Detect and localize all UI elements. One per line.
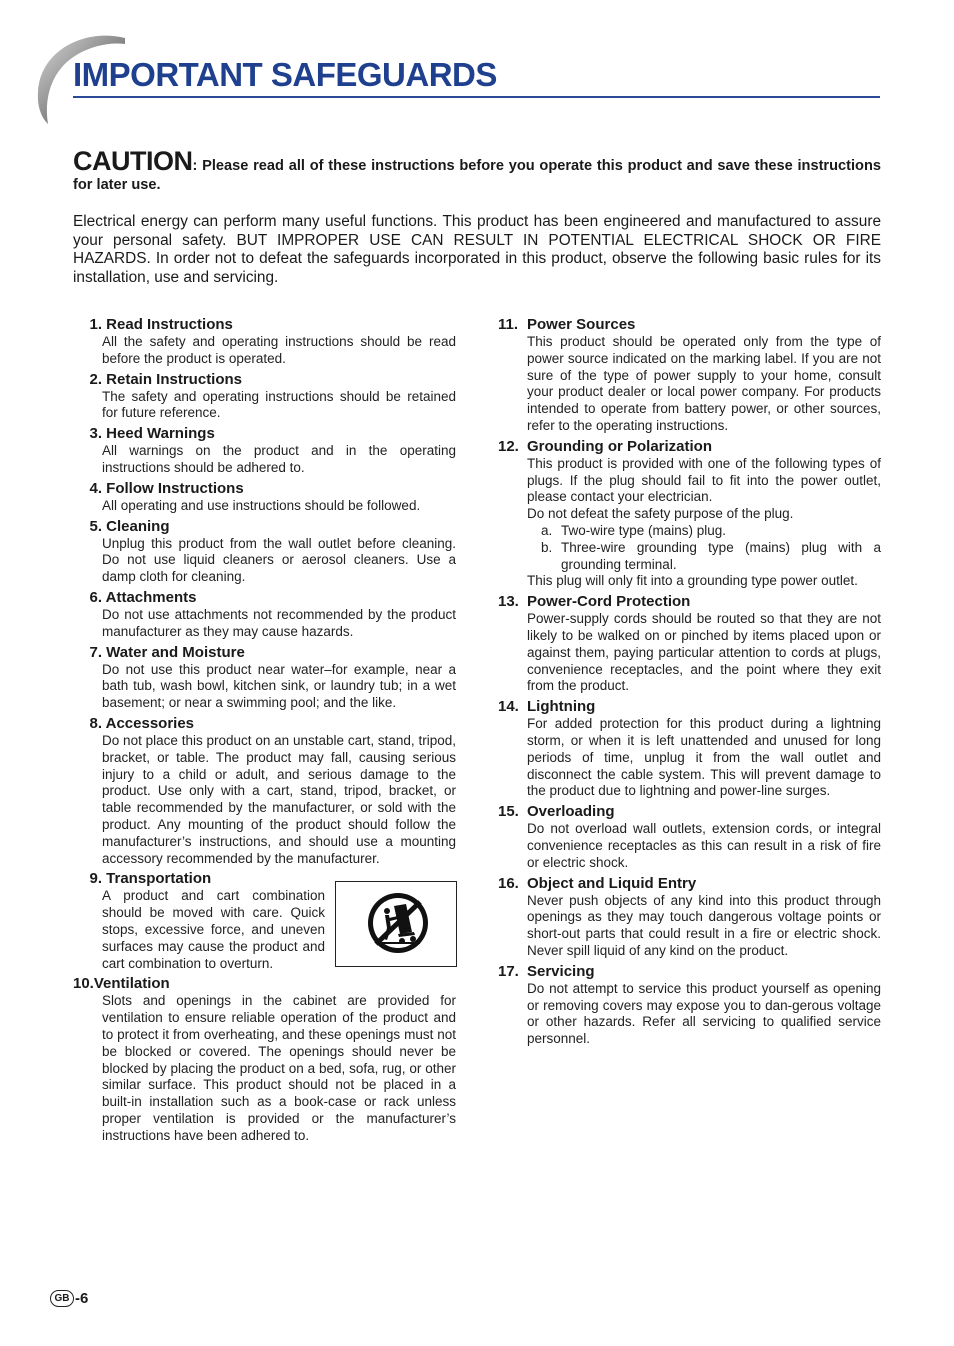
list-item (73, 480, 456, 515)
item-number: 14. (498, 698, 519, 716)
item-title: Cleaning (106, 517, 170, 535)
cart-tip-over-warning-icon (336, 882, 456, 966)
list-item (73, 715, 456, 867)
item-body: Unplug this product from the wall outlet before cleaning. Do not use liquid cleaners or aerosol cleaners. Use a damp cloth for cleaning. (102, 535, 456, 585)
region-badge: GB (50, 1290, 74, 1307)
item-body: All warnings on the product and in the operating instructions should be adhered to. (102, 443, 456, 475)
cart-warning-box (335, 881, 457, 967)
sub-item (541, 523, 881, 540)
item-body: All the safety and operating instructions should be read before the product is operated. (102, 334, 456, 366)
item-body (527, 456, 881, 590)
item-title: Attachments (105, 588, 197, 606)
sub-item-text: Three-wire grounding type (mains) plug with a grounding terminal. (561, 539, 881, 572)
item-number: 6. (89, 588, 102, 606)
caution-label: CAUTION (73, 146, 193, 176)
item-number: 11. (498, 316, 519, 333)
item-body: Slots and openings in the cabinet are provided for ventilation to ensure reliable operation of the product and to protect it from overheating, and these openings must not be blocked or covered. The openings should never be blocked by placing the product on a bed, sofa, rug, or other similar surface. This product should not be placed in a built-in installation such as a book-case or rack unless proper ventilation is provided or the manufacturer’s instructions have been adhered to. (102, 993, 456, 1143)
list-item (73, 975, 456, 1144)
item-body: Do not use attachments not recommended by the product manufacturer as they may cause hazards. (102, 606, 456, 639)
page-number: -6 (75, 1290, 89, 1307)
item-title: Power-Cord Protection (527, 593, 691, 611)
list-item (73, 589, 456, 641)
left-column (73, 316, 456, 1147)
page-footer (50, 1290, 88, 1307)
transportation-text: A product and cart combination should be moved with care. Quick stops, excessive force, and uneven surfaces may cause the product and cart combination to overturn. (102, 888, 325, 971)
list-item (498, 963, 881, 1048)
list-item (498, 803, 881, 871)
item-number: 2. (89, 370, 102, 388)
sub-item-label: a. (541, 522, 553, 538)
item-title: Power Sources (527, 316, 636, 333)
item-title: Overloading (527, 803, 615, 821)
list-item (498, 593, 881, 695)
sub-item (541, 540, 881, 574)
item-body: Never push objects of any kind into this product through openings as they may touch dangerous voltage points or short-out parts that could result in a fire or electric shock. Never spill liquid of any kind on the product. (527, 892, 881, 958)
list-item (498, 438, 881, 590)
caution-notice (73, 146, 881, 195)
right-column (498, 316, 881, 1051)
item-title: Water and Moisture (106, 643, 245, 661)
item-number: 4. (89, 479, 102, 497)
item-number: 7. (89, 643, 102, 661)
item-body: All operating and use instructions should be followed. (102, 497, 421, 513)
item-body (102, 888, 456, 972)
item-body: Power-supply cords should be routed so that they are not likely to be walked on or pinched by items placed upon or against them, paying particular attention to cords at plugs, convenience receptacles, and the point where they exit from the product. (527, 611, 881, 694)
item-number: 1. (89, 316, 102, 333)
item-paragraph: Do not defeat the safety purpose of the plug. (527, 506, 794, 522)
list-item (73, 316, 456, 368)
item-number: 13. (498, 593, 519, 611)
list-item (73, 518, 456, 586)
sub-item-note: This plug will only fit into a grounding type power outlet. (527, 573, 858, 589)
item-number: 8. (89, 714, 102, 732)
item-number: 9. (89, 870, 102, 888)
caution-text: : Please read all of these instructions before you operate this product and save these instructions for later use. (73, 158, 881, 193)
item-body: Do not place this product on an unstable cart, stand, tripod, bracket, or table. The product may fall, causing serious injury to a child or adult, and serious damage to the product. Use only with a cart, stand, tripod, bracket, or table recommended by the manufacturer, or sold with the product. Any mounting of the product should follow the manufacturer’s instructions, and should use a mounting accessory recommended by the manufacturer. (102, 732, 456, 866)
item-body: This product should be operated only from the type of power source indicated on the marking label. If you are not sure of the type of power supply to your home, consult your product dealer or local power company. For products intended to operate from battery power, or other sources, refer to the operating instructions. (527, 334, 881, 433)
item-title: Heed Warnings (106, 425, 215, 443)
item-number: 17. (498, 962, 519, 980)
list-item (73, 644, 456, 712)
item-title: Object and Liquid Entry (527, 874, 697, 892)
list-item (73, 870, 456, 972)
item-title: Follow Instructions (106, 479, 244, 497)
intro-paragraph: Electrical energy can perform many useful functions. This product has been engineered and manufactured to assure your personal safety. BUT IMPROPER USE CAN RESULT IN POTENTIAL ELECTRICAL SHOCK OR FIRE HAZARDS. In order not to defeat the safeguards incorporated in this product, observe the following basic rules for its installation, use and servicing. (73, 213, 881, 286)
item-body: Do not use this product near water–for example, near a bath tub, wash bowl, kitchen sink, or laundry tub; in a wet basement; or near a swimming pool; and the like. (102, 661, 456, 711)
item-title: Ventilation (93, 975, 170, 993)
title-underline (73, 96, 880, 98)
item-title: Grounding or Polarization (527, 437, 712, 455)
item-paragraph: This product is provided with one of the following types of plugs. If the plug should fail to fit into the power outlet, please contact your electrician. (527, 455, 881, 505)
list-item (73, 371, 456, 423)
list-item (73, 425, 456, 477)
item-body: Do not overload wall outlets, extension cords, or integral convenience receptacles as this can result in a risk of fire or electric shock. (527, 821, 881, 870)
item-body: For added protection for this product during a lightning storm, or when it is left unattended and unused for long periods of time, unplug it from the wall outlet and disconnect the cable system. This will prevent damage to the product due to lightning and power-line surges. (527, 716, 881, 799)
sub-item-label: b. (541, 539, 553, 555)
item-title: Lightning (527, 698, 596, 716)
item-number: 12. (498, 437, 519, 455)
sub-item-text: Two-wire type (mains) plug. (561, 522, 727, 538)
page-title: IMPORTANT SAFEGUARDS (73, 56, 497, 93)
item-title: Retain Instructions (106, 370, 243, 388)
item-title: Servicing (527, 962, 595, 980)
item-number: 16. (498, 874, 519, 892)
item-number: 15. (498, 803, 519, 821)
item-title: Accessories (105, 714, 195, 732)
item-body: Do not attempt to service this product yourself as opening or removing covers may expose you to dan-gerous voltage or other hazards. Refer all servicing to qualified service personnel. (527, 980, 881, 1047)
list-item (498, 698, 881, 800)
list-item (498, 316, 881, 435)
item-title: Transportation (106, 870, 212, 888)
item-number: 3. (89, 425, 102, 443)
item-number: 5. (89, 517, 102, 535)
item-title: Read Instructions (106, 316, 233, 333)
list-item (498, 875, 881, 960)
item-number: 10. (73, 975, 94, 993)
item-body: The safety and operating instructions should be retained for future reference. (102, 388, 456, 421)
